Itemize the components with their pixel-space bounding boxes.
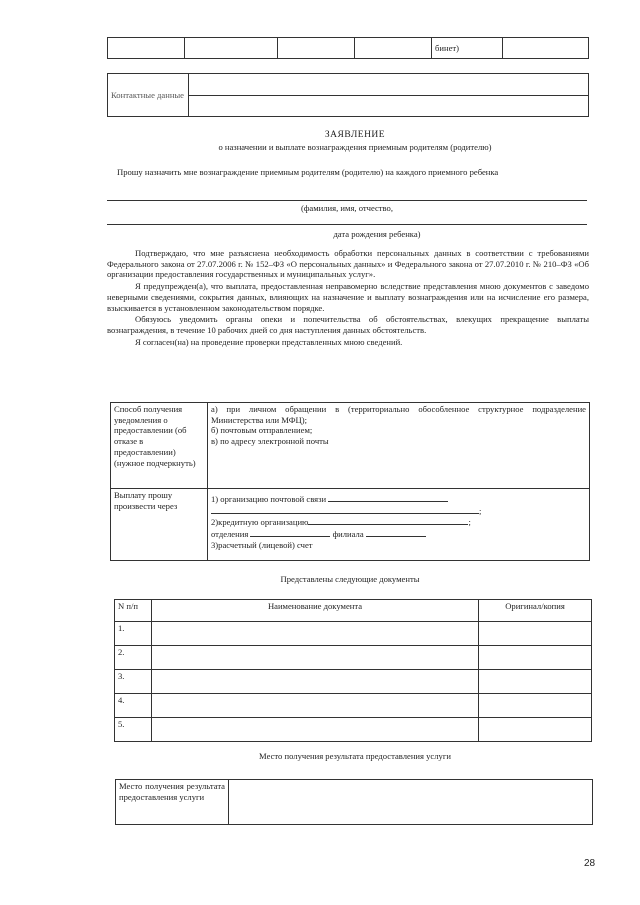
contacts-table bbox=[107, 73, 589, 117]
contacts-value[interactable] bbox=[189, 74, 589, 117]
paragraphs bbox=[107, 248, 589, 349]
top-cell-4 bbox=[355, 38, 432, 59]
col-name: Наименование документа bbox=[152, 600, 479, 622]
paragraph-consent: Подтверждаю, что мне разъяснена необходимость обработки персональных данных в соответствии с требованиями Федерального закона от 27.07.2006 г. № 152–ФЗ «О персональных данных» и Федерального закона от 27.07.2010 г. № 210–ФЗ «Об организации предоставления государственных и муниципальных услуг». bbox=[107, 248, 589, 280]
row-number: 2. bbox=[115, 646, 152, 670]
payment-post-line2: ; bbox=[211, 505, 586, 517]
table-row bbox=[115, 622, 592, 646]
request-text: Прошу назначить мне вознаграждение приемным родителям (родителю) на каждого приемного ребенка bbox=[117, 167, 499, 177]
original-copy-cell[interactable] bbox=[479, 718, 592, 742]
option-in-person[interactable]: а) при личном обращении в (территориально обособленное структурное подразделение Министерства или МФЦ); bbox=[211, 404, 586, 425]
original-copy-cell[interactable] bbox=[479, 646, 592, 670]
top-cell-2 bbox=[185, 38, 278, 59]
original-copy-cell[interactable] bbox=[479, 670, 592, 694]
top-cell-5: бинет) bbox=[432, 38, 503, 59]
row-number: 1. bbox=[115, 622, 152, 646]
col-original: Оригинал/копия bbox=[479, 600, 592, 622]
top-cell-6 bbox=[503, 38, 589, 59]
branch-field[interactable] bbox=[250, 528, 330, 537]
row-number: 4. bbox=[115, 694, 152, 718]
method-options bbox=[208, 403, 590, 489]
payment-branch: отделения филиала bbox=[211, 528, 586, 540]
paragraph-obligation: Обязуюсь уведомить органы опеки и попечительства об обстоятельствах, влекущих прекращение выплаты вознаграждения, в течение 10 рабочих дней со дня наступления данных обстоятельств. bbox=[107, 314, 589, 336]
row-number: 3. bbox=[115, 670, 152, 694]
original-copy-cell[interactable] bbox=[479, 694, 592, 718]
paragraph-warning: Я предупрежден(а), что выплата, предоставленная неправомерно вследствие представления мною документов с заведомо неверными сведениями, сокрытия данных, влияющих на назначение и выплату вознаграждения или на исчисление его размера, взыскивается в установленном законодательством порядке. bbox=[107, 281, 589, 313]
contacts-label: Контактные данные bbox=[108, 74, 189, 117]
documents-table bbox=[114, 599, 592, 742]
col-number: N п/п bbox=[115, 600, 152, 622]
page-subtitle: о назначении и выплате вознаграждения приемным родителям (родителю) bbox=[218, 142, 492, 152]
page-title: ЗАЯВЛЕНИЕ bbox=[324, 130, 386, 140]
original-copy-cell[interactable] bbox=[479, 622, 592, 646]
page-number: 28 bbox=[584, 858, 596, 869]
child-name-line[interactable] bbox=[107, 200, 587, 201]
paragraph-agreement: Я согласен(на) на проведение проверки представленных мною сведений. bbox=[135, 336, 403, 347]
caption-name: (фамилия, имя, отчество, bbox=[300, 203, 393, 213]
payment-post: 1) организацию почтовой связи bbox=[211, 493, 586, 505]
top-cell-1 bbox=[108, 38, 185, 59]
notification-table bbox=[110, 402, 590, 561]
result-value[interactable] bbox=[229, 780, 593, 825]
document-name-cell[interactable] bbox=[152, 694, 479, 718]
result-heading: Место получения результата предоставления услуги bbox=[259, 751, 451, 761]
top-table bbox=[107, 37, 589, 59]
table-row bbox=[115, 718, 592, 742]
method-label: Способ получения уведомления о предоставлении (об отказе в предоставлении) (нужное подчеркнуть) bbox=[111, 403, 208, 489]
documents-heading: Представлены следующие документы bbox=[280, 574, 420, 584]
bank-org-field[interactable] bbox=[308, 516, 468, 525]
option-post[interactable]: б) почтовым отправлением; bbox=[211, 425, 313, 436]
post-org-field[interactable] bbox=[328, 493, 448, 502]
document-name-cell[interactable] bbox=[152, 670, 479, 694]
result-label: Место получения результата предоставления услуги bbox=[116, 780, 229, 825]
caption-dob: дата рождения ребенка) bbox=[333, 229, 421, 239]
payment-bank: 2)кредитную организацию ; bbox=[211, 517, 471, 528]
payment-account[interactable]: 3)расчетный (лицевой) счет bbox=[211, 539, 313, 550]
document-name-cell[interactable] bbox=[152, 622, 479, 646]
filial-field[interactable] bbox=[366, 528, 426, 537]
child-dob-line[interactable] bbox=[107, 224, 587, 225]
row-number: 5. bbox=[115, 718, 152, 742]
table-row bbox=[115, 646, 592, 670]
table-row bbox=[115, 694, 592, 718]
document-name-cell[interactable] bbox=[152, 718, 479, 742]
result-table bbox=[115, 779, 593, 825]
table-row bbox=[115, 670, 592, 694]
post-org-field-2[interactable] bbox=[211, 505, 479, 514]
option-email[interactable]: в) по адресу электронной почты bbox=[211, 436, 329, 447]
payment-label: Выплату прошу произвести через bbox=[111, 489, 208, 561]
document-name-cell[interactable] bbox=[152, 646, 479, 670]
top-cell-3 bbox=[278, 38, 355, 59]
payment-options bbox=[208, 489, 590, 561]
